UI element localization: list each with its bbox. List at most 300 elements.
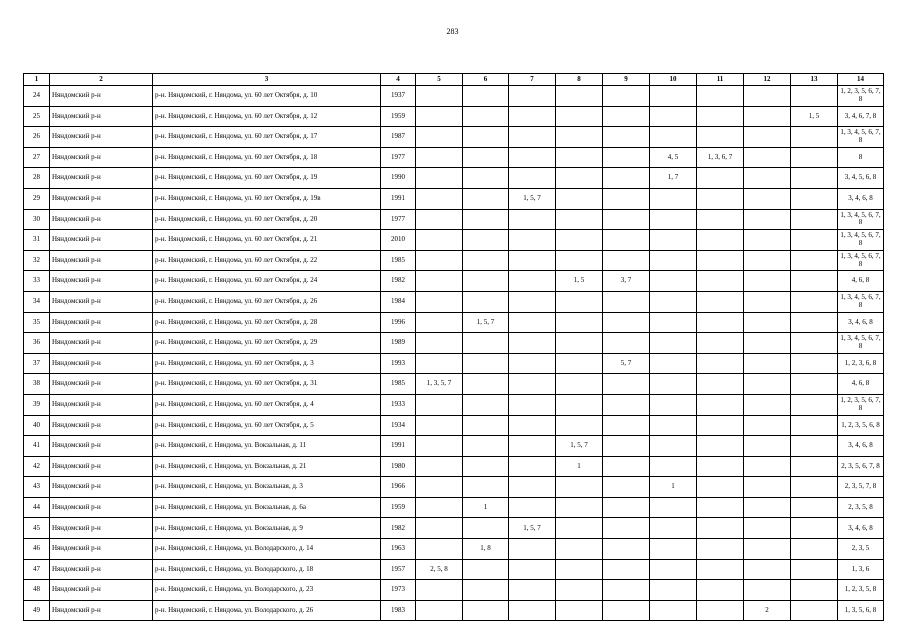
table-cell-col-13 — [791, 271, 838, 292]
table-cell-col-3: р-н. Няндомский, г. Няндома, ул. 60 лет Октября, д. 19 — [153, 168, 381, 189]
table-cell-col-14: 1, 3, 4, 5, 6, 7, 8 — [838, 209, 884, 230]
table-cell-col-7: 1, 5, 7 — [509, 188, 556, 209]
table-cell-col-14: 1, 2, 3, 5, 6, 7, 8 — [838, 394, 884, 415]
table-cell-col-10 — [650, 333, 697, 354]
table-cell-col-14: 4, 6, 8 — [838, 271, 884, 292]
table-cell-col-2: Няндомский р-н — [50, 333, 153, 354]
table-cell-col-4: 1989 — [381, 333, 416, 354]
table-cell-col-1: 38 — [24, 374, 50, 395]
table-cell-col-12 — [744, 86, 791, 107]
table-cell-col-10 — [650, 436, 697, 457]
table-cell-col-4: 1937 — [381, 86, 416, 107]
table-cell-col-7 — [509, 497, 556, 518]
table-cell-col-9 — [603, 127, 650, 148]
table-cell-col-11 — [697, 168, 744, 189]
table-cell-col-5 — [416, 271, 463, 292]
table-cell-col-9 — [603, 539, 650, 560]
table-cell-col-8 — [556, 209, 603, 230]
table-cell-col-8 — [556, 353, 603, 374]
table-cell-col-2: Няндомский р-н — [50, 230, 153, 251]
table-cell-col-3: р-н. Няндомский, г. Няндома, ул. 60 лет Октября, д. 28 — [153, 312, 381, 333]
table-cell-col-7 — [509, 394, 556, 415]
table-cell-col-4: 1973 — [381, 580, 416, 601]
table-cell-col-8 — [556, 497, 603, 518]
table-cell-col-5 — [416, 209, 463, 230]
column-header-13: 13 — [791, 74, 838, 86]
table-cell-col-11 — [697, 188, 744, 209]
table-cell-col-12 — [744, 209, 791, 230]
column-header-10: 10 — [650, 74, 697, 86]
table-cell-col-11 — [697, 518, 744, 539]
table-cell-col-6 — [463, 415, 509, 436]
column-header-4: 4 — [381, 74, 416, 86]
table-cell-col-5 — [416, 291, 463, 312]
table-cell-col-6 — [463, 127, 509, 148]
column-header-7: 7 — [509, 74, 556, 86]
table-cell-col-5 — [416, 147, 463, 168]
table-cell-col-10 — [650, 312, 697, 333]
table-cell-col-10 — [650, 106, 697, 127]
table-cell-col-2: Няндомский р-н — [50, 394, 153, 415]
table-cell-col-5 — [416, 106, 463, 127]
table-cell-col-11 — [697, 86, 744, 107]
table-cell-col-12 — [744, 394, 791, 415]
table-cell-col-13 — [791, 250, 838, 271]
table-cell-col-5 — [416, 436, 463, 457]
table-cell-col-10 — [650, 518, 697, 539]
table-cell-col-1: 24 — [24, 86, 50, 107]
table-cell-col-9 — [603, 188, 650, 209]
table-cell-col-6 — [463, 147, 509, 168]
table-cell-col-12 — [744, 271, 791, 292]
table-cell-col-13 — [791, 333, 838, 354]
table-cell-col-9 — [603, 394, 650, 415]
table-row — [24, 415, 884, 436]
table-cell-col-9 — [603, 147, 650, 168]
table-cell-col-2: Няндомский р-н — [50, 291, 153, 312]
table-cell-col-10 — [650, 86, 697, 107]
table-cell-col-9 — [603, 312, 650, 333]
table-cell-col-9 — [603, 436, 650, 457]
table-cell-col-1: 32 — [24, 250, 50, 271]
table-cell-col-11 — [697, 312, 744, 333]
table-cell-col-2: Няндомский р-н — [50, 106, 153, 127]
table-cell-col-6 — [463, 230, 509, 251]
table-cell-col-4: 1959 — [381, 106, 416, 127]
table-row — [24, 127, 884, 148]
table-row — [24, 168, 884, 189]
page-number: 283 — [446, 27, 459, 36]
table-cell-col-9 — [603, 497, 650, 518]
table-cell-col-8 — [556, 312, 603, 333]
table-row — [24, 477, 884, 498]
table-cell-col-5 — [416, 168, 463, 189]
table-cell-col-12 — [744, 415, 791, 436]
column-header-12: 12 — [744, 74, 791, 86]
table-row — [24, 230, 884, 251]
table-cell-col-11 — [697, 436, 744, 457]
table-cell-col-4: 1983 — [381, 600, 416, 621]
table-cell-col-14: 3, 4, 6, 8 — [838, 312, 884, 333]
table-cell-col-3: р-н. Няндомский, г. Няндома, ул. 60 лет Октября, д. 19в — [153, 188, 381, 209]
table-row — [24, 312, 884, 333]
table-body — [24, 86, 884, 621]
table-cell-col-5: 1, 3, 5, 7 — [416, 374, 463, 395]
table-cell-col-3: р-н. Няндомский, г. Няндома, ул. 60 лет Октября, д. 21 — [153, 230, 381, 251]
table-cell-col-14: 2, 3, 5 — [838, 539, 884, 560]
table-cell-col-8 — [556, 230, 603, 251]
table-cell-col-5 — [416, 456, 463, 477]
table-cell-col-9 — [603, 250, 650, 271]
table-row — [24, 291, 884, 312]
table-cell-col-4: 1982 — [381, 271, 416, 292]
table-cell-col-1: 31 — [24, 230, 50, 251]
table-cell-col-12 — [744, 188, 791, 209]
table-cell-col-6 — [463, 209, 509, 230]
table-row — [24, 374, 884, 395]
table-cell-col-1: 48 — [24, 580, 50, 601]
table-cell-col-2: Няндомский р-н — [50, 209, 153, 230]
table-cell-col-11 — [697, 353, 744, 374]
table-cell-col-3: р-н. Няндомский, г. Няндома, ул. 60 лет Октября, д. 4 — [153, 394, 381, 415]
column-header-14: 14 — [838, 74, 884, 86]
table-cell-col-6 — [463, 353, 509, 374]
table-cell-col-5 — [416, 600, 463, 621]
table-cell-col-6 — [463, 456, 509, 477]
table-cell-col-2: Няндомский р-н — [50, 312, 153, 333]
table-cell-col-2: Няндомский р-н — [50, 86, 153, 107]
table-cell-col-14: 1, 3, 4, 5, 6, 7, 8 — [838, 250, 884, 271]
table-cell-col-14: 3, 4, 5, 6, 8 — [838, 168, 884, 189]
table-cell-col-8 — [556, 600, 603, 621]
table-cell-col-12 — [744, 333, 791, 354]
table-cell-col-11 — [697, 580, 744, 601]
table-cell-col-2: Няндомский р-н — [50, 415, 153, 436]
table-cell-col-13: 1, 5 — [791, 106, 838, 127]
table-cell-col-4: 1963 — [381, 539, 416, 560]
table-cell-col-3: р-н. Няндомский, г. Няндома, ул. 60 лет Октября, д. 26 — [153, 291, 381, 312]
table-cell-col-12 — [744, 147, 791, 168]
table-cell-col-13 — [791, 168, 838, 189]
table-cell-col-12 — [744, 312, 791, 333]
table-cell-col-1: 43 — [24, 477, 50, 498]
table-cell-col-8 — [556, 374, 603, 395]
table-cell-col-2: Няндомский р-н — [50, 497, 153, 518]
table-cell-col-8 — [556, 86, 603, 107]
table-cell-col-9 — [603, 106, 650, 127]
table-cell-col-5 — [416, 312, 463, 333]
table-cell-col-13 — [791, 456, 838, 477]
table-cell-col-2: Няндомский р-н — [50, 127, 153, 148]
table-row — [24, 600, 884, 621]
column-header-6: 6 — [463, 74, 509, 86]
table-cell-col-4: 1990 — [381, 168, 416, 189]
table-cell-col-5 — [416, 415, 463, 436]
table-cell-col-10 — [650, 580, 697, 601]
table-cell-col-10: 1 — [650, 477, 697, 498]
table-cell-col-3: р-н. Няндомский, г. Няндома, ул. Вокзальная, д. 21 — [153, 456, 381, 477]
table-cell-col-5 — [416, 580, 463, 601]
table-cell-col-1: 25 — [24, 106, 50, 127]
table-cell-col-14: 1, 2, 3, 6, 8 — [838, 353, 884, 374]
table-cell-col-6: 1 — [463, 497, 509, 518]
table-cell-col-12 — [744, 127, 791, 148]
table-cell-col-14: 4, 6, 8 — [838, 374, 884, 395]
table-cell-col-10 — [650, 415, 697, 436]
table-cell-col-8: 1, 5, 7 — [556, 436, 603, 457]
table-cell-col-11 — [697, 374, 744, 395]
table-cell-col-8 — [556, 106, 603, 127]
table-cell-col-9 — [603, 477, 650, 498]
table-cell-col-2: Няндомский р-н — [50, 580, 153, 601]
table-cell-col-14: 1, 3, 5, 6, 8 — [838, 600, 884, 621]
table-cell-col-13 — [791, 600, 838, 621]
table-cell-col-3: р-н. Няндомский, г. Няндома, ул. 60 лет Октября, д. 29 — [153, 333, 381, 354]
table-cell-col-8 — [556, 250, 603, 271]
table-cell-col-3: р-н. Няндомский, г. Няндома, ул. 60 лет Октября, д. 3 — [153, 353, 381, 374]
table-cell-col-10 — [650, 456, 697, 477]
table-cell-col-7 — [509, 436, 556, 457]
table-cell-col-13 — [791, 86, 838, 107]
table-row — [24, 188, 884, 209]
table-cell-col-4: 1991 — [381, 188, 416, 209]
table-cell-col-6 — [463, 600, 509, 621]
table-cell-col-7 — [509, 456, 556, 477]
table-cell-col-5 — [416, 353, 463, 374]
table-cell-col-1: 35 — [24, 312, 50, 333]
table-cell-col-10 — [650, 250, 697, 271]
table-cell-col-12 — [744, 580, 791, 601]
table-cell-col-9 — [603, 291, 650, 312]
table-cell-col-11 — [697, 127, 744, 148]
table-cell-col-12 — [744, 497, 791, 518]
table-cell-col-14: 3, 4, 6, 8 — [838, 436, 884, 457]
table-cell-col-14: 1, 2, 3, 5, 6, 8 — [838, 415, 884, 436]
table-row — [24, 353, 884, 374]
table-cell-col-3: р-н. Няндомский, г. Няндома, ул. Вокзальная, д. 3 — [153, 477, 381, 498]
table-cell-col-8 — [556, 394, 603, 415]
table-cell-col-7 — [509, 106, 556, 127]
table-cell-col-14: 3, 4, 6, 8 — [838, 518, 884, 539]
table-cell-col-1: 28 — [24, 168, 50, 189]
table-cell-col-2: Няндомский р-н — [50, 353, 153, 374]
table-cell-col-10 — [650, 600, 697, 621]
column-header-5: 5 — [416, 74, 463, 86]
table-cell-col-10 — [650, 539, 697, 560]
table-cell-col-7 — [509, 477, 556, 498]
table-cell-col-10 — [650, 353, 697, 374]
column-header-3: 3 — [153, 74, 381, 86]
table-cell-col-5 — [416, 394, 463, 415]
table-cell-col-4: 1985 — [381, 250, 416, 271]
table-cell-col-6 — [463, 333, 509, 354]
table-cell-col-12 — [744, 559, 791, 580]
table-row — [24, 497, 884, 518]
table-cell-col-4: 1985 — [381, 374, 416, 395]
table-cell-col-1: 36 — [24, 333, 50, 354]
table-cell-col-7 — [509, 415, 556, 436]
table-cell-col-10 — [650, 497, 697, 518]
table-cell-col-3: р-н. Няндомский, г. Няндома, ул. 60 лет Октября, д. 24 — [153, 271, 381, 292]
table-cell-col-3: р-н. Няндомский, г. Няндома, ул. Вокзальная, д. 6а — [153, 497, 381, 518]
table-row — [24, 209, 884, 230]
table-cell-col-1: 29 — [24, 188, 50, 209]
table-cell-col-8 — [556, 168, 603, 189]
table-cell-col-7 — [509, 168, 556, 189]
table-cell-col-6 — [463, 86, 509, 107]
table-cell-col-6 — [463, 106, 509, 127]
table-cell-col-10: 1, 7 — [650, 168, 697, 189]
table-cell-col-6 — [463, 394, 509, 415]
table-row — [24, 580, 884, 601]
column-header-11: 11 — [697, 74, 744, 86]
table-cell-col-9 — [603, 168, 650, 189]
table-cell-col-4: 1977 — [381, 147, 416, 168]
table-cell-col-12 — [744, 291, 791, 312]
table-cell-col-13 — [791, 580, 838, 601]
table-cell-col-14: 1, 3, 4, 5, 6, 7, 8 — [838, 230, 884, 251]
table-cell-col-12 — [744, 436, 791, 457]
table-row — [24, 456, 884, 477]
table-row — [24, 333, 884, 354]
table-cell-col-14: 1, 3, 4, 5, 6, 7, 8 — [838, 291, 884, 312]
table-cell-col-4: 1984 — [381, 291, 416, 312]
table-cell-col-8 — [556, 539, 603, 560]
column-header-1: 1 — [24, 74, 50, 86]
table-cell-col-14: 8 — [838, 147, 884, 168]
table-cell-col-13 — [791, 291, 838, 312]
table-cell-col-14: 1, 3, 4, 5, 6, 7, 8 — [838, 333, 884, 354]
table-cell-col-9 — [603, 600, 650, 621]
table-cell-col-11 — [697, 250, 744, 271]
table-cell-col-3: р-н. Няндомский, г. Няндома, ул. Вокзальная, д. 9 — [153, 518, 381, 539]
table-cell-col-6 — [463, 168, 509, 189]
table-cell-col-13 — [791, 312, 838, 333]
table-cell-col-7 — [509, 230, 556, 251]
table-cell-col-8 — [556, 127, 603, 148]
table-cell-col-13 — [791, 353, 838, 374]
table-cell-col-14: 1, 3, 6 — [838, 559, 884, 580]
table-cell-col-12 — [744, 250, 791, 271]
table-cell-col-13 — [791, 209, 838, 230]
table-cell-col-8: 1, 5 — [556, 271, 603, 292]
table-cell-col-6: 1, 8 — [463, 539, 509, 560]
table-cell-col-5 — [416, 127, 463, 148]
table-cell-col-2: Няндомский р-н — [50, 559, 153, 580]
table-cell-col-6 — [463, 518, 509, 539]
table-cell-col-12 — [744, 374, 791, 395]
table-cell-col-11 — [697, 477, 744, 498]
table-cell-col-9 — [603, 333, 650, 354]
table-cell-col-6 — [463, 271, 509, 292]
table-cell-col-4: 1959 — [381, 497, 416, 518]
table-cell-col-5 — [416, 86, 463, 107]
table-cell-col-7 — [509, 580, 556, 601]
table-cell-col-6 — [463, 580, 509, 601]
table-cell-col-1: 39 — [24, 394, 50, 415]
table-cell-col-14: 2, 3, 5, 7, 8 — [838, 477, 884, 498]
table-cell-col-13 — [791, 415, 838, 436]
table-cell-col-13 — [791, 436, 838, 457]
table-cell-col-10 — [650, 394, 697, 415]
table-cell-col-4: 1957 — [381, 559, 416, 580]
table-cell-col-1: 40 — [24, 415, 50, 436]
table-cell-col-6 — [463, 559, 509, 580]
table-cell-col-11 — [697, 394, 744, 415]
table-cell-col-13 — [791, 230, 838, 251]
table-cell-col-9 — [603, 580, 650, 601]
table-cell-col-5: 2, 5, 8 — [416, 559, 463, 580]
table-cell-col-3: р-н. Няндомский, г. Няндома, ул. Володарского, д. 18 — [153, 559, 381, 580]
table-cell-col-8 — [556, 333, 603, 354]
table-cell-col-1: 33 — [24, 271, 50, 292]
table-cell-col-11 — [697, 539, 744, 560]
table-row — [24, 518, 884, 539]
table-cell-col-5 — [416, 518, 463, 539]
table-row — [24, 86, 884, 107]
table-cell-col-11 — [697, 333, 744, 354]
table-cell-col-9 — [603, 86, 650, 107]
table-cell-col-8 — [556, 291, 603, 312]
table-cell-col-2: Няндомский р-н — [50, 168, 153, 189]
table-cell-col-12 — [744, 539, 791, 560]
table-cell-col-9 — [603, 559, 650, 580]
table-cell-col-7 — [509, 312, 556, 333]
table-cell-col-13 — [791, 188, 838, 209]
table-cell-col-4: 1933 — [381, 394, 416, 415]
table-cell-col-4: 1996 — [381, 312, 416, 333]
table-cell-col-7 — [509, 86, 556, 107]
table-cell-col-4: 1980 — [381, 456, 416, 477]
table-cell-col-13 — [791, 147, 838, 168]
table-cell-col-11 — [697, 291, 744, 312]
table-cell-col-1: 27 — [24, 147, 50, 168]
table-row — [24, 539, 884, 560]
table-cell-col-3: р-н. Няндомский, г. Няндома, ул. 60 лет Октября, д. 12 — [153, 106, 381, 127]
table-cell-col-3: р-н. Няндомский, г. Няндома, ул. 60 лет Октября, д. 5 — [153, 415, 381, 436]
table-cell-col-1: 34 — [24, 291, 50, 312]
table-cell-col-8 — [556, 415, 603, 436]
table-cell-col-3: р-н. Няндомский, г. Няндома, ул. 60 лет Октября, д. 10 — [153, 86, 381, 107]
table-cell-col-1: 26 — [24, 127, 50, 148]
table-cell-col-10 — [650, 374, 697, 395]
table-cell-col-8 — [556, 559, 603, 580]
table-cell-col-6 — [463, 477, 509, 498]
table-cell-col-14: 2, 3, 5, 6, 7, 8 — [838, 456, 884, 477]
table-cell-col-11 — [697, 559, 744, 580]
column-header-2: 2 — [50, 74, 153, 86]
table-cell-col-4: 1977 — [381, 209, 416, 230]
table-row — [24, 250, 884, 271]
table-cell-col-11 — [697, 497, 744, 518]
table-cell-col-6 — [463, 291, 509, 312]
table-cell-col-3: р-н. Няндомский, г. Няндома, ул. Володарского, д. 26 — [153, 600, 381, 621]
table-cell-col-8 — [556, 188, 603, 209]
table-cell-col-7 — [509, 127, 556, 148]
table-cell-col-13 — [791, 497, 838, 518]
table-cell-col-10 — [650, 291, 697, 312]
table-cell-col-11: 1, 3, 6, 7 — [697, 147, 744, 168]
table-cell-col-3: р-н. Няндомский, г. Няндома, ул. 60 лет Октября, д. 17 — [153, 127, 381, 148]
table-cell-col-13 — [791, 539, 838, 560]
table-cell-col-7: 1, 5, 7 — [509, 518, 556, 539]
table-cell-col-14: 1, 3, 4, 5, 6, 7, 8 — [838, 127, 884, 148]
table-cell-col-10 — [650, 209, 697, 230]
table-cell-col-2: Няндомский р-н — [50, 600, 153, 621]
table-cell-col-9 — [603, 209, 650, 230]
table-cell-col-2: Няндомский р-н — [50, 374, 153, 395]
table-cell-col-7 — [509, 539, 556, 560]
